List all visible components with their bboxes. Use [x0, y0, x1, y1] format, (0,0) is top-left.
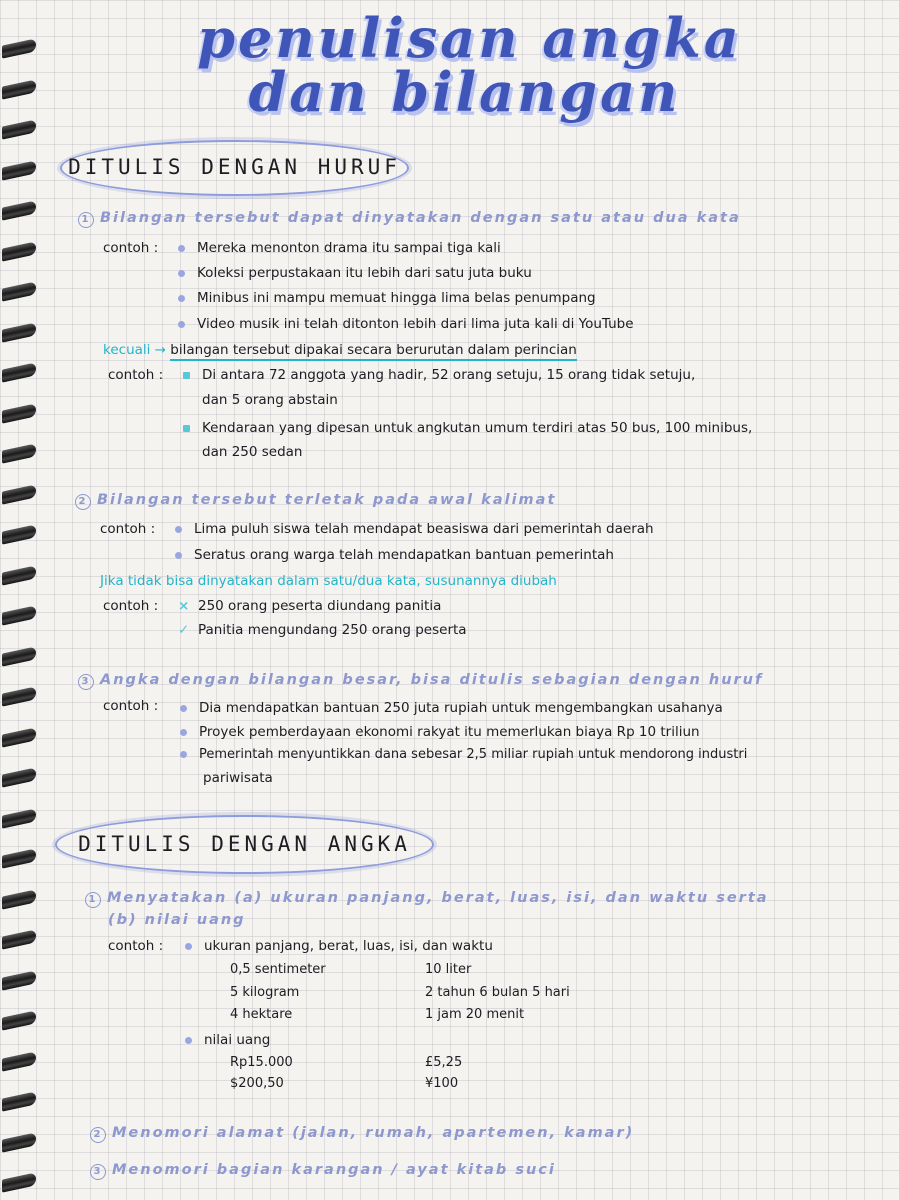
list-item: Seratus orang warga telah mendapatkan bantuan pemerintah [175, 547, 614, 563]
spiral-ring [2, 1132, 36, 1152]
bullet-icon [178, 270, 185, 277]
spiral-ring [2, 403, 36, 423]
money-example: ¥100 [425, 1076, 459, 1091]
example-label: contoh : [103, 240, 159, 256]
list-item: nilai uang [185, 1032, 270, 1048]
spiral-ring [2, 970, 36, 990]
list-item: Video musik ini telah ditonton lebih dari lima juta kali di YouTube [178, 316, 634, 332]
bullet-icon [178, 245, 185, 252]
spiral-ring [2, 727, 36, 747]
rule-heading-2: 2 Bilangan tersebut terletak pada awal kalimat [75, 492, 556, 510]
money-example: Rp15.000 [230, 1055, 293, 1070]
list-item-continuation: pariwisata [203, 770, 273, 786]
measure-example: 5 kilogram [230, 985, 300, 1000]
rule-number: 1 [78, 212, 94, 228]
reorder-note: Jika tidak bisa dinyatakan dalam satu/dua kata, susunannya diubah [100, 573, 557, 589]
spiral-ring [2, 322, 36, 342]
spiral-ring [2, 1172, 36, 1192]
money-example: $200,50 [230, 1076, 284, 1091]
example-label: contoh : [100, 521, 156, 537]
rule-heading-1: 1 Menyatakan (a) ukuran panjang, berat, luas, isi, dan waktu serta [85, 890, 769, 908]
list-item: Lima puluh siswa telah mendapat beasiswa dari pemerintah daerah [175, 521, 654, 537]
money-example: £5,25 [425, 1055, 463, 1070]
bullet-icon [183, 425, 190, 432]
measure-example: 2 tahun 6 bulan 5 hari [425, 985, 570, 1000]
spiral-ring [2, 929, 36, 949]
spiral-ring [2, 1051, 36, 1071]
spiral-ring [2, 565, 36, 585]
bullet-icon [178, 295, 185, 302]
bullet-icon [175, 552, 182, 559]
spiral-ring [2, 443, 36, 463]
spiral-ring [2, 686, 36, 706]
rule-text: Bilangan tersebut dapat dinyatakan dengan satu atau dua kata [100, 210, 741, 226]
spiral-ring [2, 767, 36, 787]
list-item: Proyek pemberdayaan ekonomi rakyat itu memerlukan biaya Rp 10 triliun [180, 724, 700, 740]
check-icon: ✓ [178, 622, 190, 638]
list-item: Mereka menonton drama itu sampai tiga kali [178, 240, 501, 256]
bullet-icon [180, 751, 187, 758]
spiral-ring [2, 241, 36, 261]
example-label: contoh : [103, 698, 159, 714]
list-item: Pemerintah menyuntikkan dana sebesar 2,5 miliar rupiah untuk mendorong industri [180, 747, 747, 762]
list-item: Minibus ini mampu memuat hingga lima belas penumpang [178, 290, 596, 306]
measure-example: 1 jam 20 menit [425, 1007, 525, 1022]
wrong-example: × 250 orang peserta diundang panitia [178, 598, 442, 614]
measure-example: 10 liter [425, 962, 472, 977]
page-title-line-2: dan bilangan [248, 60, 681, 124]
page-title-line-1: penulisan angka [197, 6, 742, 70]
section-banner-huruf: DITULIS DENGAN HURUF [60, 140, 409, 196]
spiral-ring [2, 808, 36, 828]
list-item: Di antara 72 anggota yang hadir, 52 orang setuju, 15 orang tidak setuju, [183, 367, 695, 383]
spiral-ring [2, 1091, 36, 1111]
rule-heading-1-cont: (b) nilai uang [108, 912, 246, 928]
spiral-ring [2, 362, 36, 382]
exception-note: kecuali → bilangan tersebut dipakai secara berurutan dalam perincian [103, 342, 577, 358]
spiral-ring [2, 160, 36, 180]
rule-heading-3: 3 Menomori bagian karangan / ayat kitab suci [90, 1162, 556, 1180]
correct-example: ✓ Panitia mengundang 250 orang peserta [178, 622, 467, 638]
example-label: contoh : [108, 367, 164, 383]
list-item-continuation: dan 5 orang abstain [202, 392, 338, 408]
rule-number: 3 [78, 674, 94, 690]
bullet-icon [180, 729, 187, 736]
example-label: contoh : [108, 938, 164, 954]
list-item: Koleksi perpustakaan itu lebih dari satu juta buku [178, 265, 532, 281]
spiral-ring [2, 1010, 36, 1030]
bullet-icon [178, 321, 185, 328]
notebook-spiral [0, 0, 40, 1200]
rule-number: 3 [90, 1164, 106, 1180]
spiral-ring [2, 848, 36, 868]
bullet-icon [183, 372, 190, 379]
section-banner-angka: DITULIS DENGAN ANGKA [55, 815, 434, 874]
rule-heading-3: 3 Angka dengan bilangan besar, bisa ditulis sebagian dengan huruf [78, 672, 763, 690]
rule-number: 2 [90, 1127, 106, 1143]
spiral-ring [2, 281, 36, 301]
spiral-ring [2, 524, 36, 544]
list-item: Dia mendapatkan bantuan 250 juta rupiah untuk mengembangkan usahanya [180, 700, 723, 716]
cross-icon: × [178, 598, 190, 614]
bullet-icon [180, 705, 187, 712]
rule-heading-1 [78, 210, 741, 228]
measure-example: 4 hektare [230, 1007, 293, 1022]
spiral-ring [2, 484, 36, 504]
rule-heading-2: 2 Menomori alamat (jalan, rumah, apartemen, kamar) [90, 1125, 634, 1143]
rule-number: 1 [85, 892, 101, 908]
list-item-continuation: dan 250 sedan [202, 444, 303, 460]
bullet-icon [175, 526, 182, 533]
list-item: Kendaraan yang dipesan untuk angkutan umum terdiri atas 50 bus, 100 minibus, [183, 420, 752, 436]
spiral-ring [2, 646, 36, 666]
rule-number: 2 [75, 494, 91, 510]
example-label: contoh : [103, 598, 159, 614]
spiral-ring [2, 889, 36, 909]
spiral-ring [2, 200, 36, 220]
bullet-icon [185, 943, 192, 950]
list-item: ukuran panjang, berat, luas, isi, dan waktu [185, 938, 493, 954]
measure-example: 0,5 sentimeter [230, 962, 326, 977]
bullet-icon [185, 1037, 192, 1044]
spiral-ring [2, 605, 36, 625]
